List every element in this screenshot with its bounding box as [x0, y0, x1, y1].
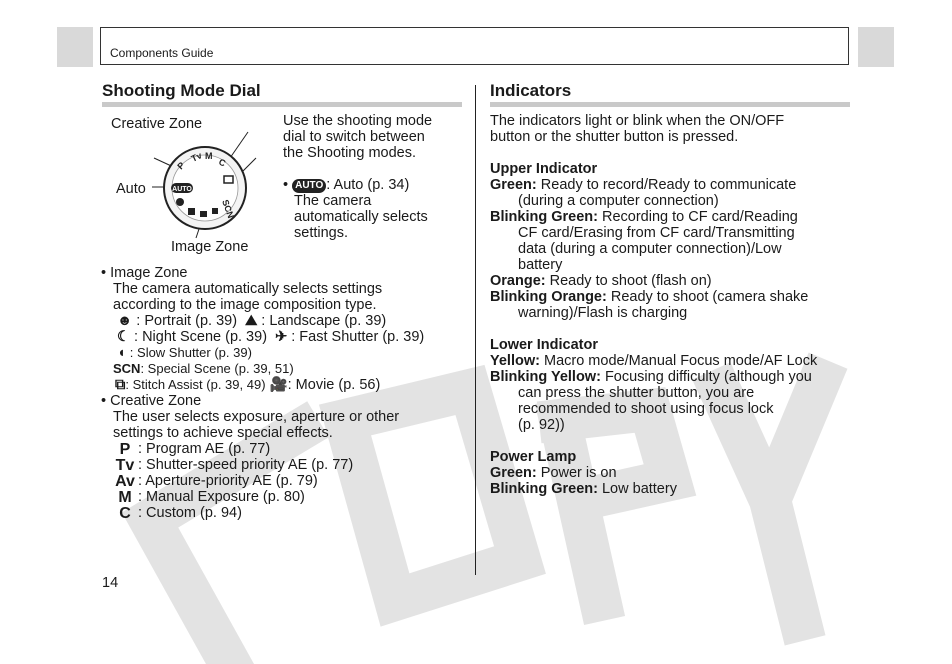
portrait-icon: ☻ [117, 313, 133, 329]
upper-green-cont: (during a computer connection) [518, 193, 719, 209]
manual-exposure-text: : Manual Exposure (p. 80) [138, 489, 305, 505]
aperture-priority-text: : Aperture-priority AE (p. 79) [138, 473, 318, 489]
auto-item-text: : Auto (p. 34) [326, 177, 410, 193]
upper-blinking-green-cont-2: data (during a computer connection)/Low [518, 241, 782, 257]
night-scene-icon: ☾ [117, 329, 130, 345]
title-rule [490, 102, 850, 107]
slow-shutter-text: : Slow Shutter (p. 39) [129, 345, 252, 360]
lower-indicator-heading: Lower Indicator [490, 337, 598, 353]
svg-text:P: P [175, 160, 187, 172]
upper-blinking-green-cont-1: CF card/Erasing from CF card/Transmitting [518, 225, 795, 241]
creative-zone-desc-1: The user selects exposure, aperture or other [113, 409, 400, 425]
shutter-priority-icon: Tv [115, 457, 135, 474]
svg-text:SCN: SCN [220, 198, 237, 220]
movie-text: : Movie (p. 56) [287, 377, 381, 393]
aperture-priority-icon: Av [115, 473, 135, 490]
auto-desc-line-2: automatically selects [294, 209, 428, 225]
manual-exposure-icon: M [118, 489, 132, 506]
image-zone-row-4 [113, 361, 294, 377]
bullet: • [283, 177, 293, 193]
upper-indicator-heading: Upper Indicator [490, 161, 598, 177]
stitch-assist-text: : Stitch Assist (p. 39, 49) [125, 377, 266, 392]
fast-shutter-text: : Fast Shutter (p. 39) [291, 329, 425, 345]
creative-zone-desc-2: settings to achieve special effects. [113, 425, 333, 441]
upper-blinking-orange: Blinking Orange: Ready to shoot (camera shake [490, 289, 809, 305]
image-zone-heading: • Image Zone [101, 265, 188, 281]
image-zone-desc-1: The camera automatically selects settings [113, 281, 383, 297]
upper-blinking-green-cont-3: battery [518, 257, 563, 273]
upper-blinking-green: Blinking Green: Recording to CF card/Reading [490, 209, 798, 225]
dial-label-image: Image Zone [171, 239, 249, 255]
special-scene-icon: SCN [113, 361, 141, 376]
image-zone-row-5 [115, 377, 380, 393]
dial-label-auto: Auto [116, 181, 146, 197]
image-zone-row-1 [117, 313, 386, 329]
column-divider [475, 85, 476, 575]
portrait-text: : Portrait (p. 39) [136, 313, 238, 329]
left-margin-tab [57, 27, 93, 67]
section-title-shooting-mode: Shooting Mode Dial [102, 81, 261, 100]
landscape-text: : Landscape (p. 39) [261, 313, 387, 329]
lower-yellow: Yellow: Macro mode/Manual Focus mode/AF Lock [490, 353, 818, 369]
power-green: Green: Power is on [490, 465, 617, 481]
intro-line-1: The indicators light or blink when the ON/OFF [490, 113, 785, 129]
title-rule [102, 102, 462, 107]
landscape-icon: ⛰ [245, 313, 258, 329]
image-zone-row-2 [117, 329, 424, 345]
guide-label: Components Guide [110, 46, 214, 60]
auto-desc-line-3: settings. [294, 225, 348, 241]
svg-text:C: C [217, 156, 228, 169]
creative-zone-heading: • Creative Zone [101, 393, 202, 409]
shutter-priority-text: : Shutter-speed priority AE (p. 77) [138, 457, 354, 473]
dial-desc-line-3: the Shooting modes. [283, 145, 417, 161]
image-zone-row-3 [117, 345, 252, 361]
dial-label-creative: Creative Zone [111, 116, 203, 132]
special-scene-text: : Special Scene (p. 39, 51) [140, 361, 294, 376]
image-zone-desc-2: according to the image composition type. [113, 297, 377, 313]
upper-orange: Orange: Ready to shoot (flash on) [490, 273, 712, 289]
fast-shutter-icon: ✈ [275, 329, 288, 345]
dial-desc-line-1: Use the shooting mode [283, 113, 433, 129]
intro-line-2: button or the shutter button is pressed. [490, 129, 739, 145]
svg-text:AUTO: AUTO [172, 186, 192, 193]
header-box [100, 27, 849, 65]
lower-blinking-yellow-cont-1: can press the shutter button, you are [518, 385, 755, 401]
power-lamp-heading: Power Lamp [490, 449, 577, 465]
lower-blinking-yellow-cont-3: (p. 92)) [518, 417, 565, 433]
right-margin-tab [858, 27, 894, 67]
svg-text:M: M [205, 151, 213, 161]
power-blinking-green: Blinking Green: Low battery [490, 481, 677, 497]
dial-desc-line-2: dial to switch between [283, 129, 425, 145]
mode-dial-diagram [150, 128, 260, 240]
slow-shutter-icon: ◖ [117, 345, 126, 361]
auto-desc-line-1: The camera [294, 193, 372, 209]
lower-blinking-yellow: Blinking Yellow: Focusing difficulty (although you [490, 369, 812, 385]
auto-mode-icon: AUTO [292, 179, 326, 193]
custom-mode-icon: C [119, 505, 131, 522]
custom-mode-text: : Custom (p. 94) [138, 505, 242, 521]
stitch-assist-icon: ⧉ [115, 377, 126, 393]
upper-blinking-orange-cont: warning)/Flash is charging [518, 305, 688, 321]
night-scene-text: : Night Scene (p. 39) [134, 329, 268, 345]
auto-item [283, 177, 409, 193]
program-ae-text: : Program AE (p. 77) [138, 441, 271, 457]
upper-green: Green: Ready to record/Ready to communicate [490, 177, 797, 193]
lower-blinking-yellow-cont-2: recommended to shoot using focus lock [518, 401, 774, 417]
page-number: 14 [102, 575, 119, 591]
svg-text:Tv: Tv [189, 150, 204, 164]
movie-icon: 🎥 [269, 377, 288, 393]
program-ae-icon: P [119, 441, 131, 458]
section-title-indicators: Indicators [490, 81, 572, 100]
